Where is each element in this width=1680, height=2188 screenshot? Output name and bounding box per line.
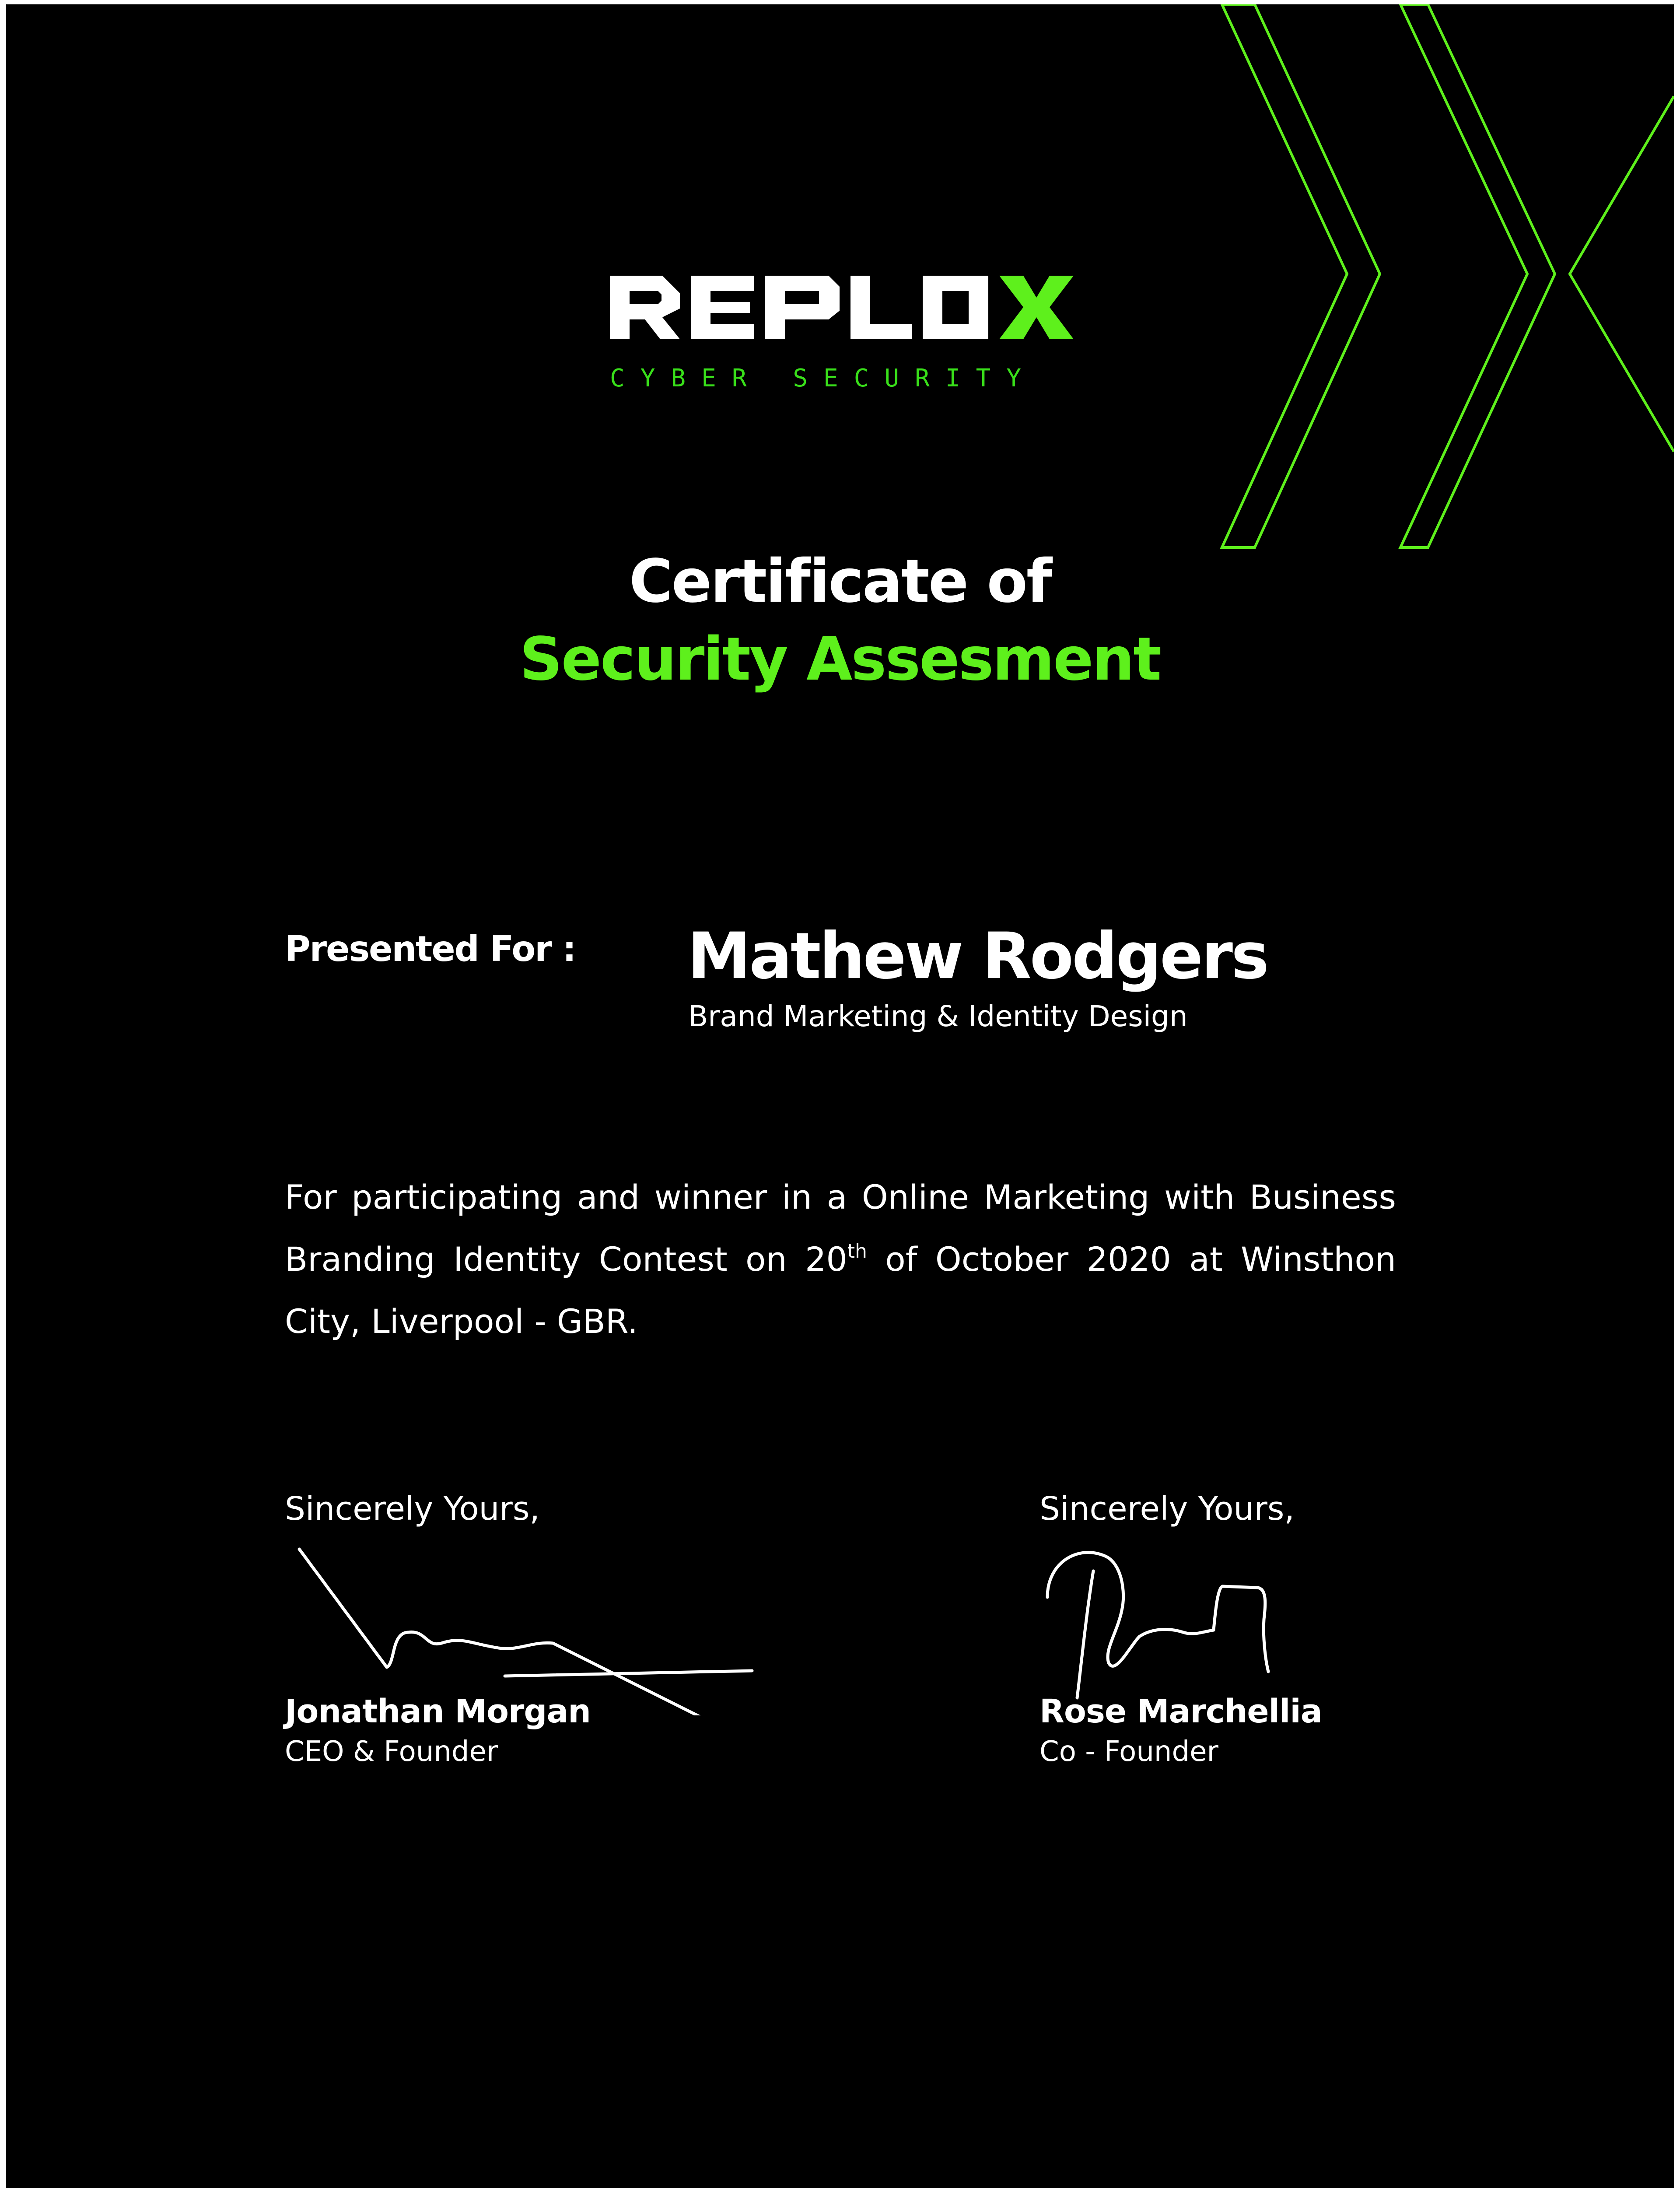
recipient-role: Brand Marketing & Identity Design [688,999,1188,1033]
signer-name-1: Jonathan Morgan [285,1693,591,1730]
brand-tagline: CYBER SECURITY [610,364,1037,393]
replox-logo-icon [610,267,1074,341]
certificate-page [6,4,1674,2188]
signature-2-icon [1039,1536,1319,1711]
certificate-body-text [285,1166,1396,1353]
recipient-name: Mathew Rodgers [687,919,1267,993]
body-text-part-2: of October 2020 at Winsthon City, Liverpool - GBR. [285,1240,1396,1341]
brand-logo [610,267,1074,393]
signer-role-1: CEO & Founder [285,1736,498,1768]
presented-for-label: Presented For : [285,929,576,969]
certificate-title-line2: Security Assesment [519,625,1161,694]
signature-closing-1: Sincerely Yours, [285,1490,540,1528]
body-text-part-1: For participating and winner in a Online Marketing with Business Branding Identity Contest on 20 [285,1178,1396,1279]
signature-1-icon [286,1532,767,1715]
signer-name-2: Rose Marchellia [1040,1693,1322,1730]
certificate-title-line1: Certificate of [629,547,1051,616]
signature-closing-2: Sincerely Yours, [1040,1490,1295,1528]
signer-role-2: Co - Founder [1040,1736,1218,1768]
ordinal-suffix: th [847,1240,867,1262]
